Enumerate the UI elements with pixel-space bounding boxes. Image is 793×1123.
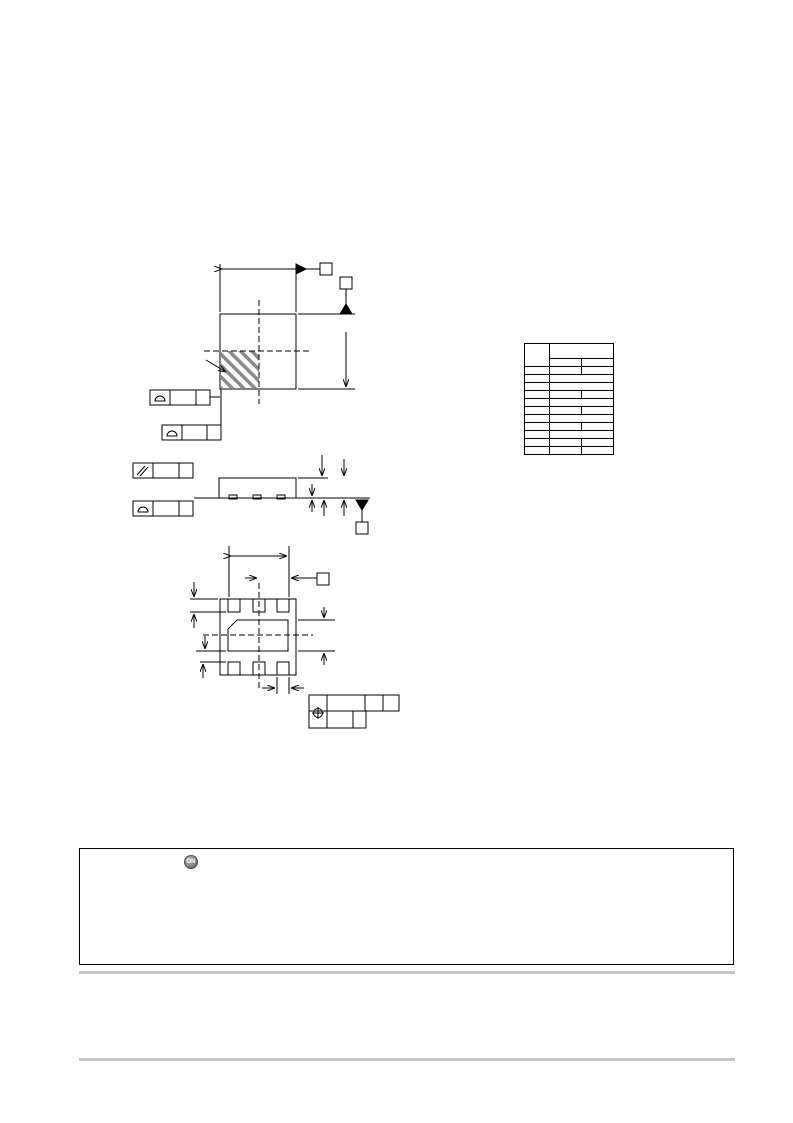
profile-tolerance-frame-2 bbox=[162, 425, 221, 440]
top-view bbox=[150, 263, 355, 440]
pin1-hatched-area bbox=[221, 351, 259, 388]
bottom-view-body bbox=[220, 599, 296, 675]
profile-tolerance-frame-3 bbox=[133, 501, 193, 516]
footer-divider bbox=[79, 1058, 735, 1061]
parallelism-frame bbox=[133, 463, 193, 478]
profile-tolerance-frame-1 bbox=[150, 390, 210, 405]
datum-box-a bbox=[320, 263, 332, 275]
datum-box-c bbox=[356, 522, 368, 534]
bottom-view bbox=[190, 546, 399, 728]
dimension-table bbox=[524, 343, 614, 455]
on-semiconductor-logo: ON bbox=[184, 855, 198, 869]
side-view bbox=[133, 455, 370, 534]
position-tolerance-frame bbox=[309, 695, 399, 711]
datum-box-d bbox=[317, 573, 329, 585]
document-info-box bbox=[79, 848, 734, 965]
datum-box-b bbox=[340, 277, 352, 289]
horizontal-divider bbox=[79, 971, 735, 974]
